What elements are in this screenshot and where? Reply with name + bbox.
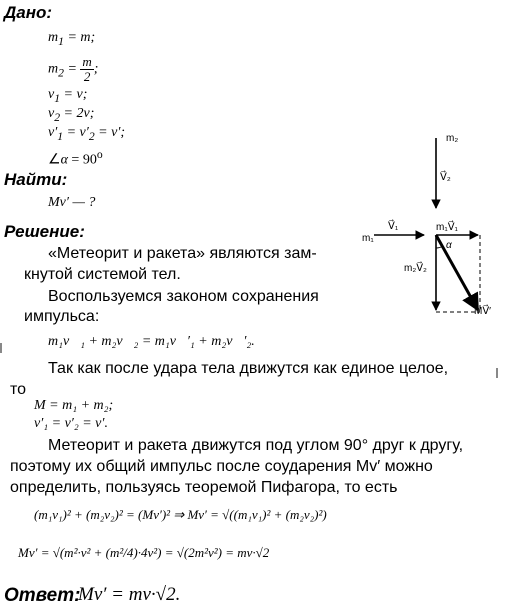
solution-paragraph-1-line-1: «Метеорит и ракета» являются зам-: [48, 245, 317, 262]
solution-paragraph-3-line-2: то: [10, 381, 27, 398]
find-line: Mv′ — ?: [48, 195, 96, 210]
equation-final-velocity: v′₁ = v′₂ = v′.: [34, 416, 108, 431]
solution-paragraph-2-line-2: импульса:: [24, 308, 100, 325]
margin-mark-left: [0, 343, 2, 353]
label-m2: m₂: [446, 133, 459, 144]
answer-heading: Ответ:: [4, 585, 81, 606]
solution-paragraph-3-line-1: Так как после удара тела движутся как единое целое,: [48, 360, 449, 377]
label-m2v2: m₂V⃗₂: [404, 263, 427, 274]
given-line-v1: $v_1 = v$;: [48, 87, 88, 105]
given-line-angle: ∠α = $90^o$: [48, 148, 103, 168]
given-line-m2: $m_2$ = $\frac{m}{2}$ ;: [48, 54, 99, 84]
given-heading: Дано:: [4, 3, 53, 22]
solution-paragraph-4-line-1: Метеорит и ракета движутся под углом 90° друг к другу,: [48, 437, 464, 454]
equation-pythagoras: (m₁v₁)² + (m₂v₂)² = (Mv′)² ⇒ Mv′ = √((m₁v₁)² + (m₂v₂)²): [34, 507, 327, 522]
solution-paragraph-1-line-2: кнутой системой тел.: [24, 266, 181, 283]
given-line-vprime: $v'_1 = v'_2 = v'$;: [48, 125, 126, 143]
given-line-v2: $v_2 = 2v$;: [48, 106, 95, 124]
label-v1: V⃗₁: [388, 221, 399, 232]
margin-mark-right: [496, 368, 498, 378]
answer-text: Mv′ = mv·√2.: [78, 584, 181, 605]
solution-paragraph-4-line-3: определить, пользуясь теоремой Пифагора, то есть: [10, 479, 398, 496]
label-v2: V⃗₂: [440, 172, 451, 183]
solution-paragraph-2-line-1: Воспользуемся законом сохранения: [48, 288, 319, 305]
label-alpha: α: [446, 240, 452, 251]
given-line-m1: $m_1 = m$;: [48, 30, 96, 48]
label-m1: m₁: [362, 233, 374, 244]
solution-heading: Решение:: [4, 222, 85, 241]
momentum-diagram: [350, 130, 495, 330]
find-heading: Найти:: [4, 170, 68, 189]
label-m1v1: m₁V⃗₁: [436, 222, 458, 233]
equation-final-momentum: Mv′ = √(m²·v² + (m²/4)·4v²) = √(2m²v²) = mv·√2: [18, 545, 270, 560]
equation-momentum-conservation: m₁v⃗₁ + m₂v⃗₂ = m₁v⃗′₁ + m₂v⃗′₂.: [48, 334, 255, 349]
solution-paragraph-4-line-2: поэтому их общий импульс после соударения Mv′ можно: [10, 458, 433, 475]
label-mv: MV⃗′: [474, 306, 492, 317]
equation-total-mass: M = m₁ + m₂;: [34, 398, 114, 413]
